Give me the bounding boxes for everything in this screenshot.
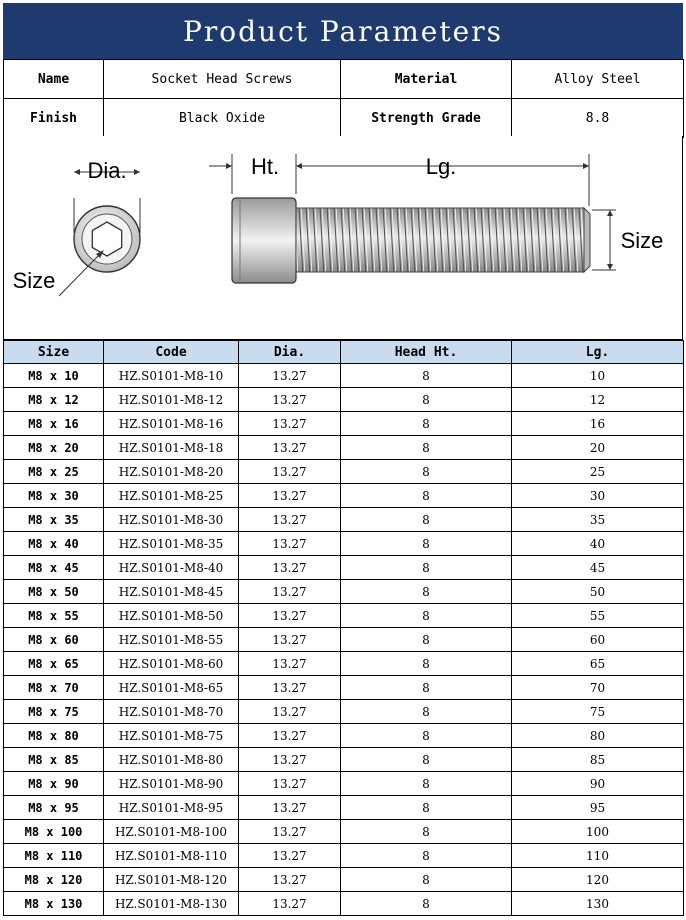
dia-cell: 13.27 xyxy=(239,652,341,676)
table-row xyxy=(4,892,684,916)
code-cell: HZ.S0101-M8-65 xyxy=(104,676,239,700)
dia-cell: 13.27 xyxy=(239,868,341,892)
code-cell: HZ.S0101-M8-40 xyxy=(104,556,239,580)
head-ht-cell: 8 xyxy=(341,628,512,652)
dia-cell: 13.27 xyxy=(239,580,341,604)
table-row xyxy=(4,532,684,556)
code-cell: HZ.S0101-M8-10 xyxy=(104,364,239,388)
material-value: Alloy Steel xyxy=(512,60,684,99)
size-cell: M8 x 70 xyxy=(4,676,104,700)
lg-cell: 60 xyxy=(512,628,684,652)
head-ht-cell: 8 xyxy=(341,892,512,916)
table-row xyxy=(4,628,684,652)
size-cell: M8 x 65 xyxy=(4,652,104,676)
grade-label: Strength Grade xyxy=(341,99,512,138)
page-title: Product Parameters xyxy=(3,3,683,59)
size-leader-label: Size xyxy=(12,268,56,293)
lg-cell: 55 xyxy=(512,604,684,628)
code-cell: HZ.S0101-M8-60 xyxy=(104,652,239,676)
table-row xyxy=(4,748,684,772)
size-cell: M8 x 20 xyxy=(4,436,104,460)
code-cell: HZ.S0101-M8-70 xyxy=(104,700,239,724)
head-ht-cell: 8 xyxy=(341,532,512,556)
code-cell: HZ.S0101-M8-130 xyxy=(104,892,239,916)
lg-cell: 20 xyxy=(512,436,684,460)
head-ht-cell: 8 xyxy=(341,388,512,412)
lg-cell: 95 xyxy=(512,796,684,820)
code-cell: HZ.S0101-M8-30 xyxy=(104,508,239,532)
table-row xyxy=(4,484,684,508)
dia-cell: 13.27 xyxy=(239,724,341,748)
code-cell: HZ.S0101-M8-110 xyxy=(104,844,239,868)
head-ht-cell: 8 xyxy=(341,748,512,772)
head-ht-cell: 8 xyxy=(341,700,512,724)
header-code: Code xyxy=(104,341,239,364)
dia-cell: 13.27 xyxy=(239,844,341,868)
lg-cell: 80 xyxy=(512,724,684,748)
head-ht-cell: 8 xyxy=(341,412,512,436)
size-cell: M8 x 75 xyxy=(4,700,104,724)
head-ht-cell: 8 xyxy=(341,676,512,700)
name-label: Name xyxy=(4,60,104,99)
table-row xyxy=(4,652,684,676)
size-cell: M8 x 10 xyxy=(4,364,104,388)
lg-cell: 75 xyxy=(512,700,684,724)
lg-cell: 85 xyxy=(512,748,684,772)
finish-value: Black Oxide xyxy=(104,99,341,138)
grade-value: 8.8 xyxy=(512,99,684,138)
spec-header-row xyxy=(4,341,684,364)
screw-drawing xyxy=(4,136,682,339)
head-ht-cell: 8 xyxy=(341,604,512,628)
lg-cell: 110 xyxy=(512,844,684,868)
dia-cell: 13.27 xyxy=(239,796,341,820)
table-row xyxy=(4,580,684,604)
table-row xyxy=(4,724,684,748)
lg-cell: 40 xyxy=(512,532,684,556)
spec-table xyxy=(3,340,684,916)
ht-dimension-label: Ht. xyxy=(250,154,280,179)
head-ht-cell: 8 xyxy=(341,724,512,748)
code-cell: HZ.S0101-M8-25 xyxy=(104,484,239,508)
dia-cell: 13.27 xyxy=(239,628,341,652)
code-cell: HZ.S0101-M8-95 xyxy=(104,796,239,820)
lg-cell: 120 xyxy=(512,868,684,892)
lg-cell: 50 xyxy=(512,580,684,604)
code-cell: HZ.S0101-M8-20 xyxy=(104,460,239,484)
size-cell: M8 x 40 xyxy=(4,532,104,556)
table-row xyxy=(4,868,684,892)
lg-cell: 25 xyxy=(512,460,684,484)
lg-cell: 70 xyxy=(512,676,684,700)
size-cell: M8 x 25 xyxy=(4,460,104,484)
lg-cell: 16 xyxy=(512,412,684,436)
code-cell: HZ.S0101-M8-16 xyxy=(104,412,239,436)
end-view-icon xyxy=(59,169,140,296)
head-ht-cell: 8 xyxy=(341,796,512,820)
finish-label: Finish xyxy=(4,99,104,138)
head-ht-cell: 8 xyxy=(341,508,512,532)
head-ht-cell: 8 xyxy=(341,556,512,580)
head-ht-cell: 8 xyxy=(341,484,512,508)
table-row xyxy=(4,412,684,436)
info-row-finish xyxy=(4,99,684,138)
dia-cell: 13.27 xyxy=(239,676,341,700)
lg-dimension-label: Lg. xyxy=(425,154,457,179)
head-ht-cell: 8 xyxy=(341,844,512,868)
dia-cell: 13.27 xyxy=(239,892,341,916)
table-row xyxy=(4,460,684,484)
dia-dimension-label: Dia. xyxy=(87,158,127,183)
header-size: Size xyxy=(4,341,104,364)
size-cell: M8 x 12 xyxy=(4,388,104,412)
size-cell: M8 x 55 xyxy=(4,604,104,628)
dia-cell: 13.27 xyxy=(239,364,341,388)
dia-cell: 13.27 xyxy=(239,748,341,772)
head-ht-cell: 8 xyxy=(341,868,512,892)
code-cell: HZ.S0101-M8-45 xyxy=(104,580,239,604)
dia-cell: 13.27 xyxy=(239,820,341,844)
screw-diagram xyxy=(3,136,683,340)
code-cell: HZ.S0101-M8-55 xyxy=(104,628,239,652)
spec-body xyxy=(4,364,684,916)
lg-cell: 130 xyxy=(512,892,684,916)
table-row xyxy=(4,796,684,820)
size-cell: M8 x 45 xyxy=(4,556,104,580)
table-row xyxy=(4,700,684,724)
dia-cell: 13.27 xyxy=(239,508,341,532)
code-cell: HZ.S0101-M8-50 xyxy=(104,604,239,628)
header-lg: Lg. xyxy=(512,341,684,364)
head-ht-cell: 8 xyxy=(341,820,512,844)
info-table xyxy=(3,59,684,138)
size-cell: M8 x 90 xyxy=(4,772,104,796)
size-cell: M8 x 110 xyxy=(4,844,104,868)
table-row xyxy=(4,772,684,796)
head-ht-cell: 8 xyxy=(341,436,512,460)
dia-cell: 13.27 xyxy=(239,436,341,460)
table-row xyxy=(4,604,684,628)
dia-cell: 13.27 xyxy=(239,772,341,796)
code-cell: HZ.S0101-M8-18 xyxy=(104,436,239,460)
lg-cell: 65 xyxy=(512,652,684,676)
table-row xyxy=(4,508,684,532)
table-row xyxy=(4,364,684,388)
head-ht-cell: 8 xyxy=(341,460,512,484)
dia-cell: 13.27 xyxy=(239,556,341,580)
size-cell: M8 x 130 xyxy=(4,892,104,916)
lg-cell: 35 xyxy=(512,508,684,532)
head-ht-cell: 8 xyxy=(341,364,512,388)
table-row xyxy=(4,820,684,844)
code-cell: HZ.S0101-M8-90 xyxy=(104,772,239,796)
code-cell: HZ.S0101-M8-100 xyxy=(104,820,239,844)
lg-cell: 12 xyxy=(512,388,684,412)
code-cell: HZ.S0101-M8-12 xyxy=(104,388,239,412)
lg-cell: 30 xyxy=(512,484,684,508)
table-row xyxy=(4,556,684,580)
dia-cell: 13.27 xyxy=(239,532,341,556)
size-cell: M8 x 120 xyxy=(4,868,104,892)
dia-cell: 13.27 xyxy=(239,460,341,484)
head-ht-cell: 8 xyxy=(341,652,512,676)
size-cell: M8 x 85 xyxy=(4,748,104,772)
header-head-ht: Head Ht. xyxy=(341,341,512,364)
size-dimension-label: Size xyxy=(620,228,664,253)
size-cell: M8 x 80 xyxy=(4,724,104,748)
size-cell: M8 x 35 xyxy=(4,508,104,532)
dia-cell: 13.27 xyxy=(239,604,341,628)
table-row xyxy=(4,388,684,412)
code-cell: HZ.S0101-M8-120 xyxy=(104,868,239,892)
size-cell: M8 x 100 xyxy=(4,820,104,844)
lg-cell: 45 xyxy=(512,556,684,580)
name-value: Socket Head Screws xyxy=(104,60,341,99)
table-row xyxy=(4,676,684,700)
header-dia: Dia. xyxy=(239,341,341,364)
size-cell: M8 x 60 xyxy=(4,628,104,652)
dia-cell: 13.27 xyxy=(239,484,341,508)
material-label: Material xyxy=(341,60,512,99)
lg-cell: 90 xyxy=(512,772,684,796)
code-cell: HZ.S0101-M8-75 xyxy=(104,724,239,748)
dia-cell: 13.27 xyxy=(239,700,341,724)
size-cell: M8 x 95 xyxy=(4,796,104,820)
size-cell: M8 x 30 xyxy=(4,484,104,508)
table-row xyxy=(4,436,684,460)
table-row xyxy=(4,844,684,868)
dia-cell: 13.27 xyxy=(239,412,341,436)
code-cell: HZ.S0101-M8-35 xyxy=(104,532,239,556)
size-cell: M8 x 16 xyxy=(4,412,104,436)
info-row-name xyxy=(4,60,684,99)
size-cell: M8 x 50 xyxy=(4,580,104,604)
lg-cell: 100 xyxy=(512,820,684,844)
code-cell: HZ.S0101-M8-80 xyxy=(104,748,239,772)
dia-cell: 13.27 xyxy=(239,388,341,412)
head-ht-cell: 8 xyxy=(341,772,512,796)
lg-cell: 10 xyxy=(512,364,684,388)
head-ht-cell: 8 xyxy=(341,580,512,604)
